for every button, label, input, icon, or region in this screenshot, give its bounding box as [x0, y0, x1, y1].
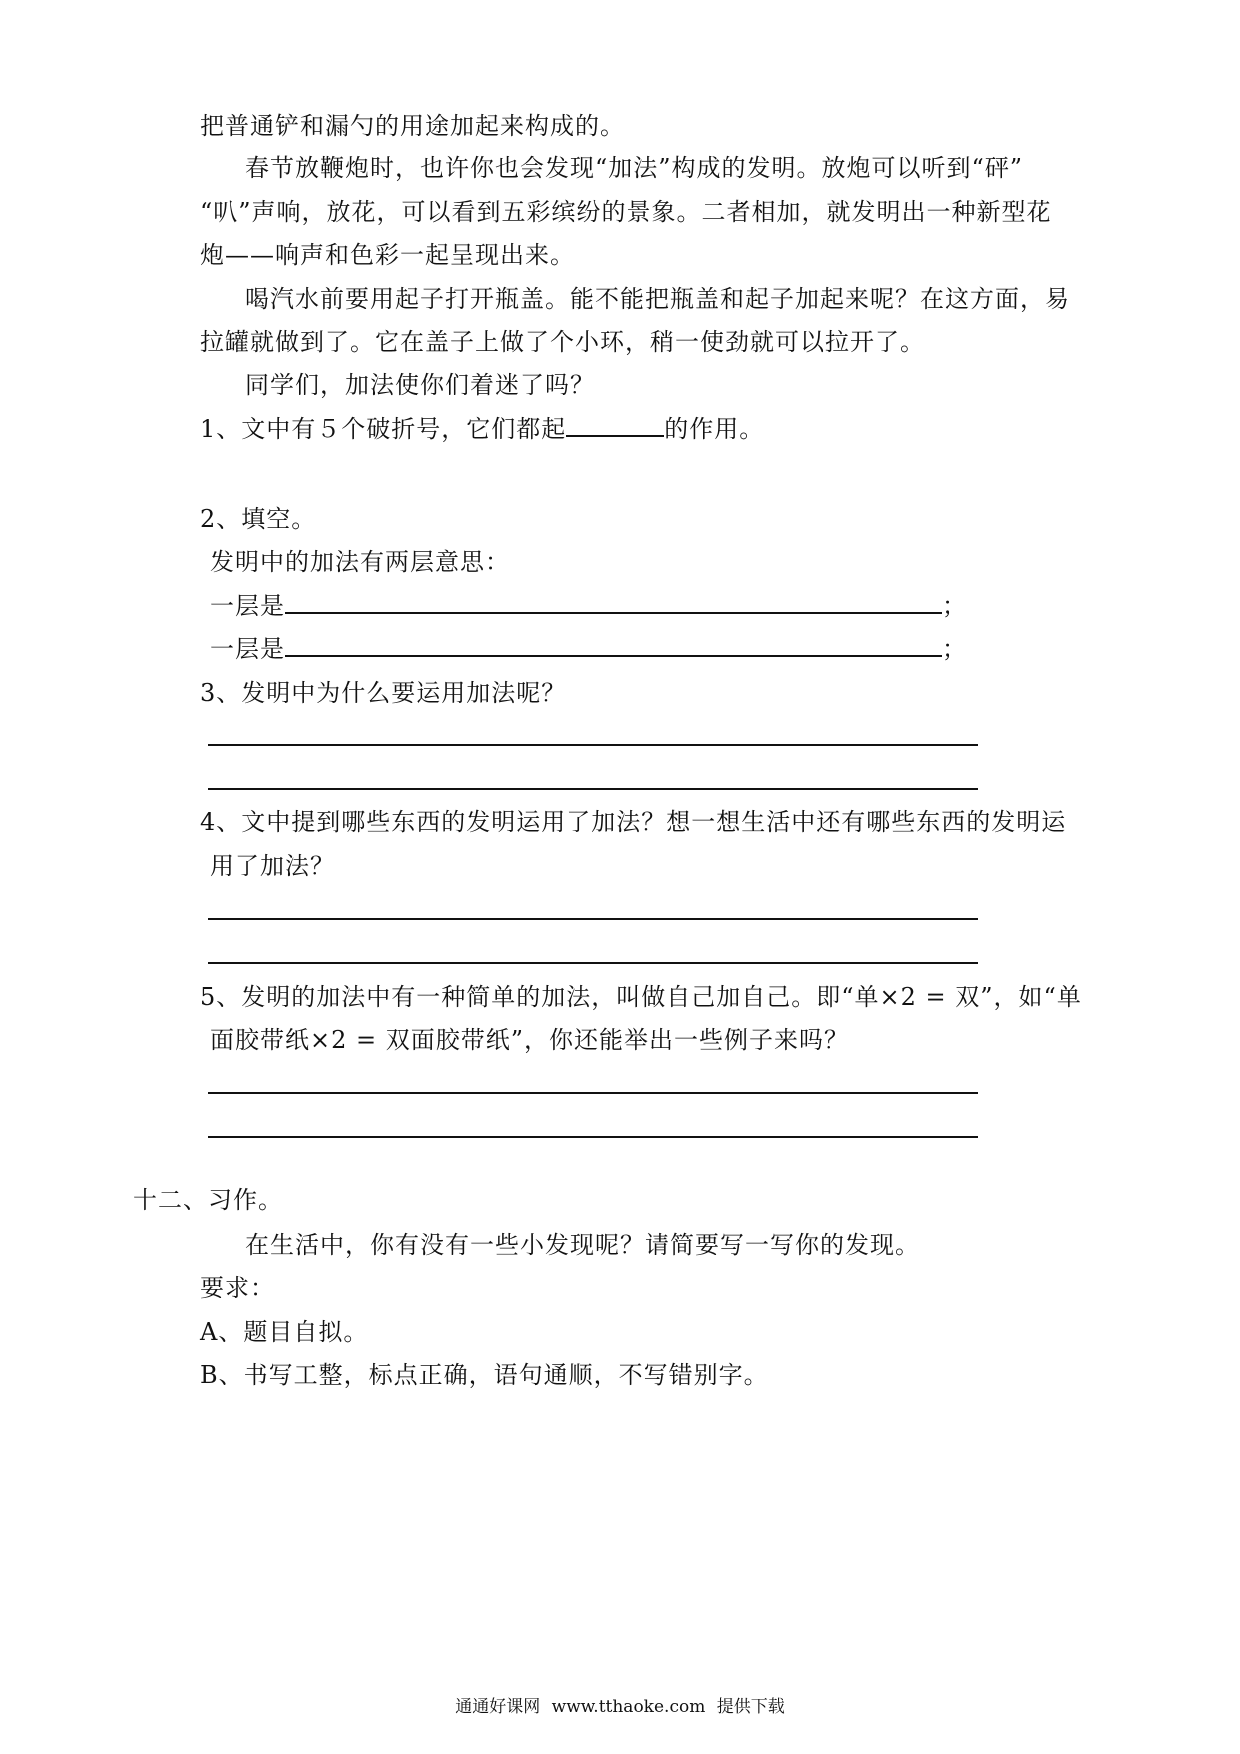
- footer-site-name: 通通好课网: [455, 1697, 541, 1717]
- passage-line: 炮——响声和色彩一起呈现出来。: [200, 241, 575, 269]
- question-2-item-2: [210, 633, 967, 665]
- answer-line-q4-2[interactable]: [208, 962, 978, 964]
- answer-line-q3-2[interactable]: [208, 788, 978, 790]
- question-1-text: 1、文中有５个破折号，它们都起: [200, 415, 567, 443]
- question-2-title: 2、填空。: [200, 505, 317, 533]
- answer-line-q5-1[interactable]: [208, 1092, 978, 1094]
- footer-action: 提供下载: [716, 1697, 785, 1717]
- footer-url[interactable]: www.tthaoke.com: [551, 1697, 706, 1717]
- item-label: 一层是: [210, 592, 285, 620]
- question-5-line-1: 5、发明的加法中有一种简单的加法，叫做自己加自己。即“单×2 = 双”，如“单: [200, 983, 1082, 1011]
- passage-line: “叭”声响，放花，可以看到五彩缤纷的景象。二者相加，就发明出一种新型花: [200, 198, 1052, 226]
- question-5-line-2: 面胶带纸×2 = 双面胶带纸”，你还能举出一些例子来吗？: [210, 1026, 850, 1054]
- question-1: [200, 413, 764, 445]
- question-4-line-2: 用了加法？: [210, 852, 335, 880]
- question-1-suffix: 的作用。: [664, 415, 765, 443]
- passage-line: 拉罐就做到了。它在盖子上做了个小环，稍一使劲就可以拉开了。: [200, 328, 925, 356]
- question-4-line-1: 4、文中提到哪些东西的发明运用了加法？想一想生活中还有哪些东西的发明运: [200, 808, 1067, 836]
- answer-blank-q2-1[interactable]: [285, 590, 942, 614]
- passage-line: 把普通铲和漏勺的用途加起来构成的。: [200, 112, 625, 140]
- answer-blank-q1[interactable]: [566, 413, 664, 437]
- item-label: 一层是: [210, 635, 285, 663]
- composition-prompt: 在生活中，你有没有一些小发现呢？请简要写一写你的发现。: [245, 1231, 920, 1259]
- question-3: 3、发明中为什么要运用加法呢？: [200, 679, 567, 707]
- page-footer: [0, 1695, 1240, 1719]
- passage-line: 喝汽水前要用起子打开瓶盖。能不能把瓶盖和起子加起来呢？在这方面，易: [245, 285, 1070, 313]
- question-2-intro: 发明中的加法有两层意思：: [210, 548, 510, 576]
- composition-title: 十二、习作。: [133, 1186, 283, 1214]
- answer-line-q5-2[interactable]: [208, 1136, 978, 1138]
- item-end: ；: [942, 635, 967, 663]
- requirements-label: 要求：: [200, 1274, 275, 1302]
- requirement-a: A、题目自拟。: [200, 1318, 369, 1346]
- answer-line-q3-1[interactable]: [208, 744, 978, 746]
- passage-line: 同学们，加法使你们着迷了吗？: [245, 371, 595, 399]
- requirement-b: B、书写工整，标点正确，语句通顺，不写错别字。: [200, 1361, 769, 1389]
- passage-line: 春节放鞭炮时，也许你也会发现“加法”构成的发明。放炮可以听到“砰”: [245, 154, 1024, 182]
- answer-blank-q2-2[interactable]: [285, 633, 942, 657]
- answer-line-q4-1[interactable]: [208, 918, 978, 920]
- question-2-item-1: [210, 590, 967, 622]
- item-end: ；: [942, 592, 967, 620]
